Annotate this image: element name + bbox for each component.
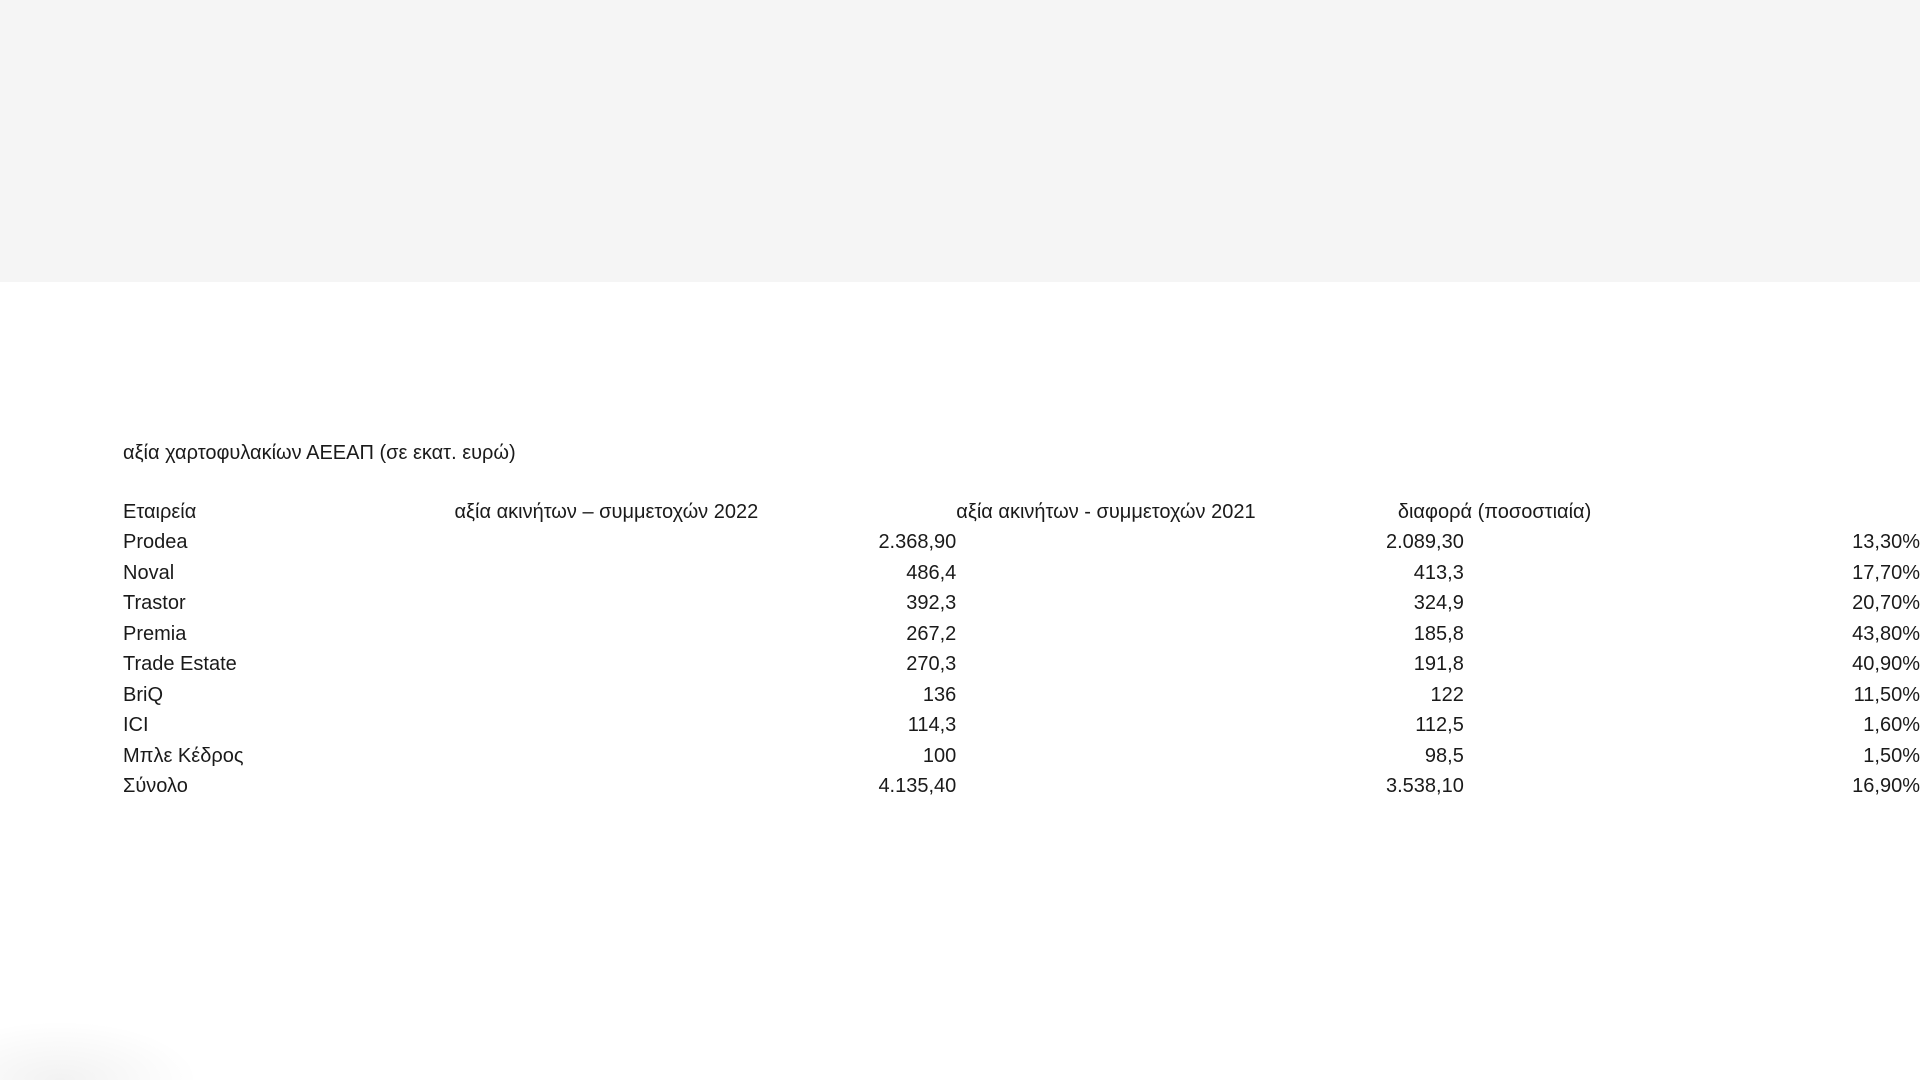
cell-company: Premia	[123, 622, 187, 645]
cell-value-2021: 122	[1430, 683, 1464, 706]
table-row	[123, 650, 1920, 681]
header-value-2021: αξία ακινήτων - συμμετοχών 2021	[956, 500, 1256, 523]
table-header-row	[123, 497, 1920, 528]
table-row	[123, 772, 1920, 803]
table-row	[123, 528, 1920, 559]
cell-value-2022: 392,3	[906, 592, 957, 615]
table-row	[123, 619, 1920, 650]
cell-company: Trastor	[123, 592, 186, 615]
table-title: αξία χαρτοφυλακίων ΑΕΕΑΠ (σε εκατ. ευρώ)	[123, 442, 516, 464]
cell-company: Trade Estate	[123, 653, 237, 676]
table-body	[123, 528, 1920, 803]
cell-value-2022: 486,4	[906, 561, 957, 584]
cell-value-2021: 413,3	[1413, 561, 1464, 584]
cell-value-2022: 114,3	[907, 714, 957, 737]
cell-value-2021: 3.538,10	[1385, 775, 1464, 798]
portfolio-table	[123, 497, 1920, 802]
header-difference: διαφορά (ποσοστιαία)	[1397, 500, 1592, 523]
table-row	[123, 558, 1920, 589]
table-row	[123, 680, 1920, 711]
table-row	[123, 741, 1920, 772]
cell-value-2021: 324,9	[1413, 592, 1464, 615]
cell-company: Σύνολο	[123, 775, 188, 798]
cell-company: BriQ	[123, 683, 163, 706]
table-row	[123, 589, 1920, 620]
corner-shadow	[0, 1020, 200, 1080]
cell-value-2022: 136	[922, 683, 957, 706]
cell-value-2022: 2.368,90	[878, 531, 957, 554]
cell-difference: 40,90%	[1852, 653, 1920, 676]
cell-value-2021: 98,5	[1424, 744, 1464, 767]
cell-value-2021: 185,8	[1413, 622, 1464, 645]
cell-difference: 13,30%	[1852, 531, 1920, 554]
cell-company: Μπλε Κέδρος	[123, 744, 244, 767]
document-page	[0, 282, 1920, 1080]
cell-difference: 16,90%	[1852, 775, 1920, 798]
cell-value-2021: 191,8	[1413, 653, 1464, 676]
cell-difference: 1,60%	[1863, 714, 1920, 737]
cell-company: ICI	[123, 714, 149, 737]
cell-difference: 11,50%	[1853, 683, 1920, 706]
cell-value-2021: 2.089,30	[1385, 531, 1464, 554]
cell-company: Noval	[123, 561, 175, 584]
cell-value-2022: 267,2	[906, 622, 957, 645]
cell-value-2022: 270,3	[906, 653, 957, 676]
table-row	[123, 711, 1920, 742]
cell-difference: 17,70%	[1852, 561, 1920, 584]
cell-value-2022: 100	[922, 744, 957, 767]
cell-difference: 1,50%	[1863, 744, 1920, 767]
cell-difference: 20,70%	[1852, 592, 1920, 615]
header-value-2022: αξία ακινήτων – συμμετοχών 2022	[454, 500, 759, 523]
cell-difference: 43,80%	[1852, 622, 1920, 645]
cell-value-2022: 4.135,40	[878, 775, 957, 798]
top-gray-band	[0, 0, 1920, 282]
header-company: Εταιρεία	[123, 500, 197, 523]
cell-value-2021: 112,5	[1415, 714, 1464, 737]
cell-company: Prodea	[123, 531, 188, 554]
